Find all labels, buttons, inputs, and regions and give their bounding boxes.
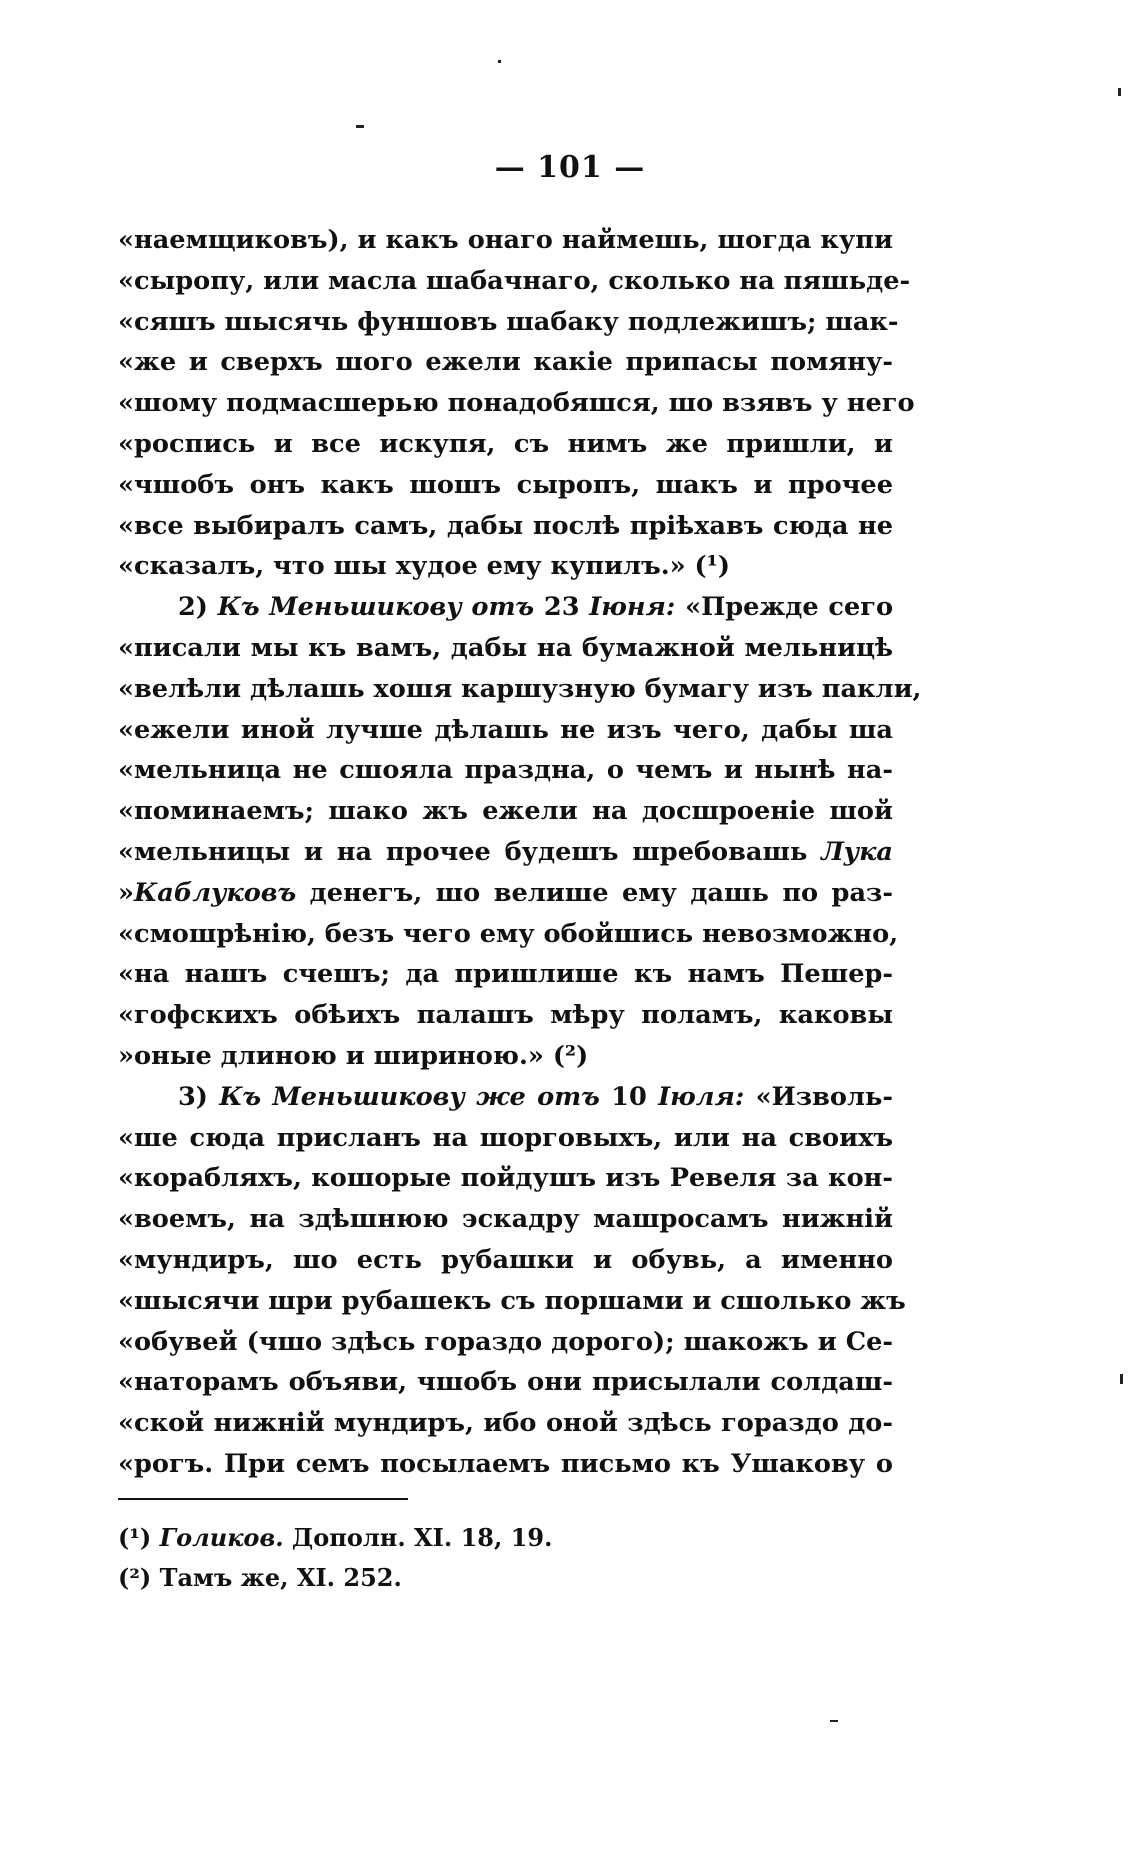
letter-day: 23	[534, 592, 590, 623]
text-line	[118, 954, 893, 995]
text-line	[118, 1444, 893, 1485]
text-segment: «сыропу, или масла шабачнаго, сколько на пяшьде-	[118, 265, 911, 296]
text-segment: «рогъ. При семъ посылаемъ письмо къ Ушакову о	[118, 1448, 893, 1479]
letter-recipient: Къ Меньшикову же отъ	[219, 1081, 600, 1112]
text-segment: «писали мы къ вамъ, дабы на бумажной мельницѣ	[118, 632, 893, 663]
text-line	[118, 1403, 893, 1444]
scan-speck	[1120, 1374, 1123, 1384]
text-segment: «ской нижній мундиръ, ибо оной здѣсь гораздо до-	[118, 1408, 893, 1439]
text-line	[118, 506, 893, 547]
text-line	[118, 342, 893, 383]
text-segment: «же и сверхъ шого ежели какіе припасы помяну-	[118, 347, 893, 378]
text-segment: «Прежде сего	[675, 592, 894, 623]
text-segment: »оные длиною и шириною.» (²)	[118, 1040, 589, 1071]
text-line	[118, 383, 915, 424]
letter-recipient: Къ Меньшикову отъ	[217, 592, 535, 623]
text-line	[118, 1036, 893, 1077]
footnote	[118, 1558, 718, 1598]
text-segment: «на нашъ счешъ; да пришлише къ намъ Пешер-	[118, 959, 893, 990]
text-line	[118, 914, 899, 955]
text-segment: «воемъ, на здѣшнюю эскадру машросамъ нижній	[118, 1204, 893, 1235]
text-segment: «шому подмасшерью понадобяшся, шо взявъ у него	[118, 388, 915, 419]
text-segment: денегъ, шо велише ему дашь по раз-	[296, 877, 893, 908]
text-line	[118, 546, 893, 587]
footnotes	[118, 1518, 718, 1598]
scan-speck	[830, 1720, 838, 1722]
footnote-mark: (²)	[118, 1563, 152, 1592]
text-segment: «наторамъ объяви, чшобъ они присылали солдаш-	[118, 1367, 893, 1398]
scan-speck	[498, 60, 501, 63]
body-text	[118, 220, 922, 1485]
paragraph-number: 3)	[178, 1081, 220, 1112]
text-segment: «сказалъ, что шы худое ему купилъ.» (¹)	[118, 551, 730, 582]
person-name: Каблуковъ	[134, 877, 297, 908]
text-line	[118, 1281, 906, 1322]
text-segment: «роспись и все искупя, съ нимъ же пришли, и	[118, 428, 893, 459]
text-line	[118, 424, 893, 465]
text-segment: «смошрѣнію, безъ чего ему обойшись невозможно,	[118, 918, 899, 949]
text-line	[118, 873, 893, 914]
text-line	[118, 791, 893, 832]
text-line	[118, 1199, 893, 1240]
text-line	[118, 1118, 893, 1159]
text-line	[118, 465, 893, 506]
text-line	[118, 1322, 893, 1363]
text-line	[118, 1362, 893, 1403]
text-segment: «ежели иной лучше дѣлашь не изъ чего, дабы ша	[118, 714, 893, 745]
text-segment: «все выбиралъ самъ, дабы послѣ пріѣхавъ сюда не	[118, 510, 893, 541]
text-line	[118, 261, 911, 302]
letter-day: 10	[599, 1081, 659, 1112]
text-line	[118, 832, 893, 873]
text-line	[118, 628, 893, 669]
paragraph-start-line	[118, 1077, 893, 1118]
text-line	[118, 1240, 893, 1281]
text-segment: «сяшъ шысячь фуншовъ шабаку подлежишъ; шак-	[118, 306, 899, 337]
text-line	[118, 220, 893, 261]
text-segment: «Изволь-	[744, 1081, 893, 1112]
text-line	[118, 302, 899, 343]
text-segment: «наемщиковъ), и какъ онаго наймешь, шогда купи	[118, 225, 893, 255]
text-segment: «мундиръ, шо есть рубашки и обувь, а именно	[118, 1244, 893, 1275]
footnote	[118, 1518, 718, 1558]
footnote-mark: (¹)	[118, 1523, 152, 1552]
text-segment: «шысячи шри рубашекъ съ поршами и сшолько жъ	[118, 1285, 906, 1316]
footnote-text: Дополн. XI. 18, 19.	[283, 1523, 553, 1552]
text-line	[118, 669, 922, 710]
text-line	[118, 995, 893, 1036]
paragraph-number: 2)	[178, 592, 218, 623]
text-segment: «корабляхъ, кошорые пойдушъ изъ Ревеля за кон-	[118, 1163, 893, 1194]
scan-speck	[1118, 88, 1121, 96]
text-segment: «мельница не сшояла праздна, о чемъ и нынѣ на-	[118, 755, 893, 786]
letter-month: Іюля:	[658, 1081, 745, 1112]
text-segment: «велѣли дѣлашь хошя каршузную бумагу изъ пакли,	[118, 673, 922, 704]
footnote-text: Тамъ же, XI. 252.	[151, 1563, 402, 1592]
person-name: Лука	[821, 836, 893, 867]
text-segment: «обувей (чшо здѣсь гораздо дорого); шакожъ и Се-	[118, 1326, 893, 1357]
text-segment: «чшобъ онъ какъ шошъ сыропъ, шакъ и прочее	[118, 469, 893, 500]
letter-month: Іюня:	[589, 592, 676, 623]
text-segment: »	[118, 877, 134, 908]
text-segment: «мельницы и на прочее будешъ шребовашь	[118, 836, 822, 867]
text-line	[118, 1158, 893, 1199]
text-line	[118, 750, 893, 791]
scan-speck	[356, 125, 364, 128]
text-segment: «поминаемъ; шако жъ ежели на досшроеніе шой	[118, 796, 893, 827]
text-segment: «ше сюда присланъ на шорговыхъ, или на своихъ	[118, 1122, 893, 1153]
footnote-source: Голиков.	[159, 1523, 284, 1552]
footnote-divider	[118, 1498, 408, 1500]
text-line	[118, 710, 893, 751]
text-segment: «гофскихъ обѣихъ палашъ мѣру поламъ, каковы	[118, 1000, 893, 1031]
page-number: — 101 —	[494, 150, 646, 185]
paragraph-start-line	[118, 587, 893, 628]
